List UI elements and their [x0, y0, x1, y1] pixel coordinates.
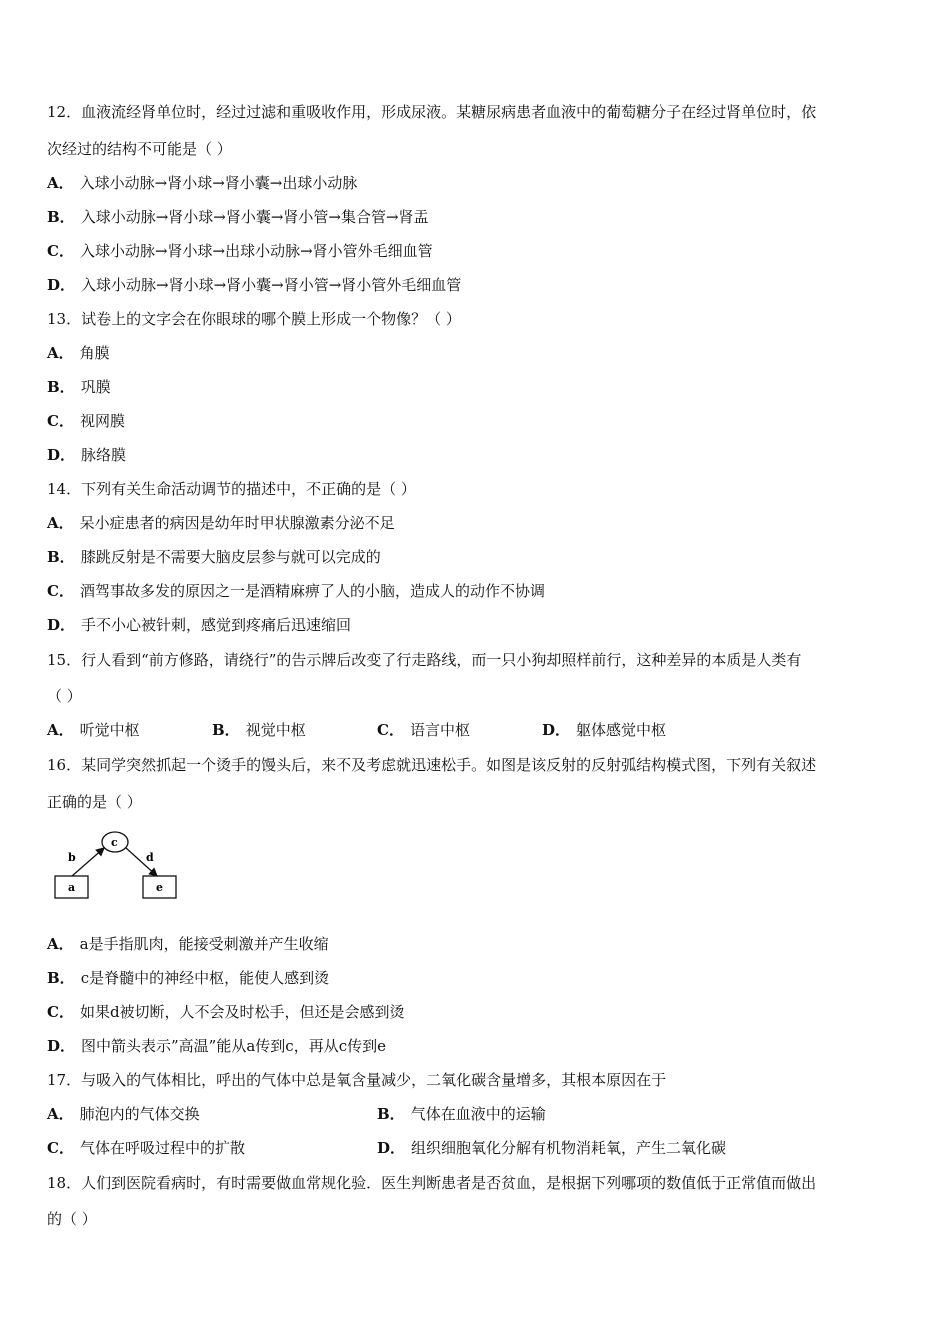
- q14-stem: 14．下列有关生命活动调节的描述中，不正确的是（ ）: [47, 480, 416, 498]
- q13-option-a: [47, 343, 110, 363]
- q15-option-b: [212, 720, 306, 740]
- q12-option-d: [47, 275, 461, 295]
- q17-options-row-1: [47, 1104, 907, 1124]
- option-label: A．: [47, 1105, 74, 1123]
- option-text: 膝跳反射是不需要大脑皮层参与就可以完成的: [80, 548, 381, 566]
- option-label: D．: [542, 721, 571, 739]
- q12-option-a: [47, 173, 357, 193]
- q15-options-row: [47, 720, 907, 740]
- option-label: D．: [47, 276, 76, 294]
- q12-option-b: [47, 207, 429, 227]
- node-a-label: a: [68, 881, 76, 894]
- q14-option-c: [47, 581, 545, 601]
- option-label: C．: [47, 242, 74, 260]
- option-text: c是脊髓中的神经中枢，能使人感到烫: [80, 969, 330, 987]
- option-label: B．: [377, 1105, 405, 1123]
- q15-option-c: [377, 720, 470, 740]
- label-d: d: [146, 851, 154, 864]
- option-text: 肺泡内的气体交换: [79, 1105, 200, 1123]
- q16-stem-line1: 16．某同学突然抓起一个烫手的馒头后，来不及考虑就迅速松手。如图是该反射的反射弧结构模式图，下列有关叙述: [47, 756, 817, 774]
- q15-option-a: [47, 720, 140, 740]
- q13-stem: 13．试卷上的文字会在你眼球的哪个膜上形成一个物像？（ ）: [47, 310, 461, 328]
- q17-stem: 17．与吸入的气体相比，呼出的气体中总是氧含量减少，二氧化碳含量增多，其根本原因在于: [47, 1071, 667, 1089]
- q12-stem-line1: 12．血液流经肾单位时，经过过滤和重吸收作用，形成尿液。某糖尿病患者血液中的葡萄糖分子在经过肾单位时，依: [47, 103, 817, 121]
- option-text: 酒驾事故多发的原因之一是酒精麻痹了人的小脑，造成人的动作不协调: [79, 582, 545, 600]
- option-text: 角膜: [79, 344, 110, 362]
- option-label: C．: [47, 412, 74, 430]
- q15-option-d: [542, 720, 666, 740]
- option-label: D．: [47, 1037, 76, 1055]
- option-text: 语言中枢: [409, 721, 470, 739]
- option-text: 呆小症患者的病因是幼年时甲状腺激素分泌不足: [79, 514, 395, 532]
- option-text: 视网膜: [79, 412, 125, 430]
- q13-option-c: [47, 411, 125, 431]
- option-label: C．: [47, 1139, 74, 1157]
- q13-option-b: [47, 377, 111, 397]
- option-text: 入球小动脉→肾小球→出球小动脉→肾小管外毛细血管: [79, 242, 433, 260]
- q12-stem-line2: 次经过的结构不可能是（ ）: [47, 140, 232, 158]
- option-label: A．: [47, 514, 74, 532]
- q16-option-d: [47, 1036, 386, 1056]
- option-label: C．: [47, 582, 74, 600]
- option-text: 入球小动脉→肾小球→肾小囊→肾小管→集合管→肾盂: [80, 208, 429, 226]
- option-text: 脉络膜: [81, 446, 127, 464]
- option-text: 手不小心被针刺，感觉到疼痛后迅速缩回: [81, 616, 352, 634]
- option-text: a是手指肌肉，能接受刺激并产生收缩: [79, 935, 329, 953]
- option-text: 组织细胞氧化分解有机物消耗氧，产生二氧化碳: [411, 1139, 727, 1157]
- q15-stem-line2: （ ）: [47, 687, 82, 705]
- q14-option-a: [47, 513, 395, 533]
- option-label: D．: [377, 1139, 406, 1157]
- q16-option-a: [47, 934, 329, 954]
- option-label: D．: [47, 616, 76, 634]
- node-e-label: e: [156, 881, 163, 894]
- option-text: 入球小动脉→肾小球→肾小囊→出球小动脉: [79, 174, 358, 192]
- option-text: 入球小动脉→肾小球→肾小囊→肾小管→肾小管外毛细血管: [81, 276, 462, 294]
- q12-option-c: [47, 241, 433, 261]
- option-text: 气体在血液中的运输: [410, 1105, 546, 1123]
- q17-options-row-2: [47, 1138, 907, 1158]
- arrow-b: [72, 848, 104, 876]
- label-b: b: [68, 851, 76, 864]
- option-text: 躯体感觉中枢: [576, 721, 667, 739]
- option-label: A．: [47, 174, 74, 192]
- option-text: 图中箭头表示”高温”能从a传到c，再从c传到e: [81, 1037, 386, 1055]
- q18-stem-line1: 18．人们到医院看病时，有时需要做血常规化验．医生判断患者是否贫血，是根据下列哪项的数值低于正常值而做出: [47, 1174, 817, 1192]
- q14-option-d: [47, 615, 351, 635]
- q14-option-b: [47, 547, 381, 567]
- q13-option-d: [47, 445, 126, 465]
- option-text: 视觉中枢: [245, 721, 306, 739]
- option-label: C．: [47, 1003, 74, 1021]
- reflex-arc-diagram: [50, 826, 182, 904]
- option-label: B．: [47, 548, 75, 566]
- option-label: D．: [47, 446, 76, 464]
- q16-option-c: [47, 1002, 405, 1022]
- q17-option-c: [47, 1138, 245, 1158]
- q17-option-a: [47, 1104, 200, 1124]
- q16-stem-line2: 正确的是（ ）: [47, 793, 142, 811]
- option-text: 巩膜: [80, 378, 111, 396]
- option-text: 气体在呼吸过程中的扩散: [79, 1139, 245, 1157]
- q16-option-b: [47, 968, 329, 988]
- option-label: B．: [47, 208, 75, 226]
- option-text: 听觉中枢: [79, 721, 140, 739]
- q17-option-d: [377, 1138, 726, 1158]
- option-label: B．: [212, 721, 240, 739]
- option-label: A．: [47, 935, 74, 953]
- option-label: B．: [47, 378, 75, 396]
- node-c-label: c: [111, 836, 118, 849]
- q17-option-b: [377, 1104, 546, 1124]
- option-label: B．: [47, 969, 75, 987]
- option-label: A．: [47, 721, 74, 739]
- q15-stem-line1: 15．行人看到“前方修路，请绕行”的告示牌后改变了行走路线，而一只小狗却照样前行，这种差异的本质是人类有: [47, 651, 802, 669]
- option-label: A．: [47, 344, 74, 362]
- option-text: 如果d被切断，人不会及时松手，但还是会感到烫: [79, 1003, 405, 1021]
- option-label: C．: [377, 721, 404, 739]
- q18-stem-line2: 的（ ）: [47, 1210, 97, 1228]
